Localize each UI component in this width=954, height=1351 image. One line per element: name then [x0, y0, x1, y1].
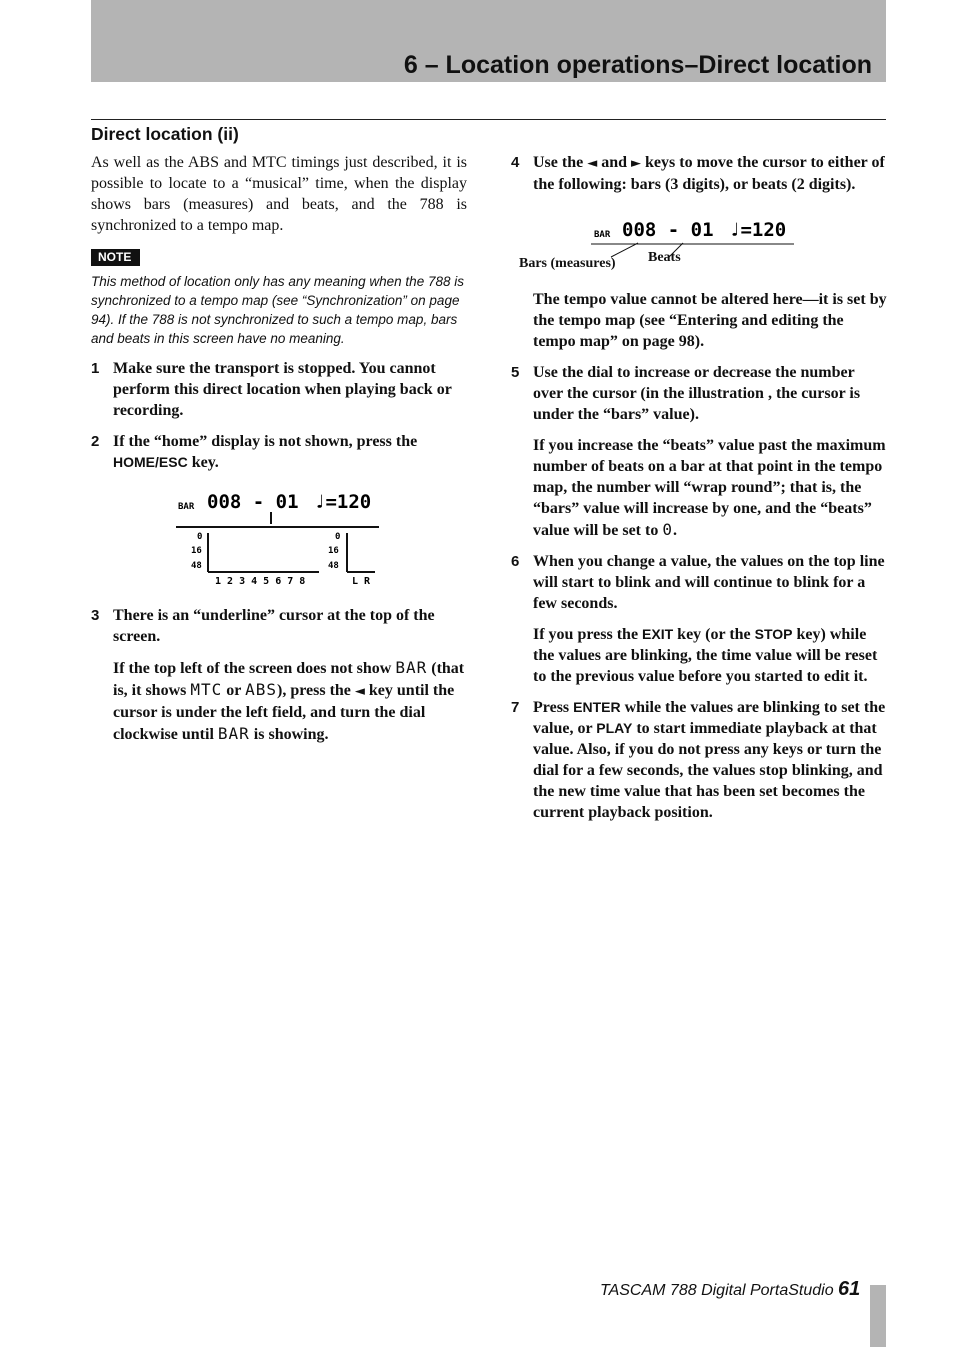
right-arrow-icon: ► — [631, 156, 642, 171]
note-badge: NOTE — [91, 249, 140, 266]
intro-paragraph: As well as the ABS and MTC timings just described, it is possible to locate to a “musical” time, when the display shows bars (measures) and beats, and the 788 is synchronized to a tempo map. — [91, 154, 467, 234]
step-4 — [511, 152, 887, 195]
step-6 — [511, 551, 887, 614]
lcd-time: 008 - 01 — [622, 219, 714, 241]
step-7 — [511, 697, 887, 823]
left-column — [91, 152, 467, 745]
footer-title: TASCAM 788 Digital PortaStudio — [600, 1282, 834, 1299]
text: (that is, it shows — [113, 660, 465, 699]
step-4-detail: The tempo value cannot be altered here—it is set by the tempo map (see “Entering and editing the tempo map” on page 98). — [533, 291, 887, 350]
left-arrow-icon: ◄ — [587, 156, 598, 171]
step-number: 2 — [91, 433, 100, 450]
bars-label: Bars (measures) — [519, 256, 616, 271]
step-number: 1 — [91, 360, 100, 377]
page-title: 6 – Location operations–Direct location — [403, 51, 872, 79]
text: while the values are blinking to set the value, or — [533, 699, 886, 737]
scale-right-48: 48 — [328, 561, 339, 571]
text: . — [672, 522, 677, 539]
text: key until the cursor is under the left field, and turn the dial clockwise until — [113, 682, 455, 743]
left-arrow-icon: ◄ — [354, 684, 365, 699]
text: keys to move the cursor to either of the following: bars (3 digits), or beats (2 digits). — [533, 154, 885, 193]
channel-labels: 1 2 3 4 5 6 7 8 — [215, 576, 306, 587]
step-3-detail — [91, 657, 467, 745]
lcd-bar-label: BAR — [395, 658, 428, 677]
text: If you press the — [533, 626, 643, 643]
step-3 — [91, 605, 467, 647]
section-title: Direct location (ii) — [91, 124, 239, 144]
scale-left-48: 48 — [191, 561, 202, 571]
step-text: When you change a value, the values on the top line will start to blink and will continue to blink for a few seconds. — [533, 553, 885, 612]
page-number: 61 — [838, 1278, 861, 1300]
step-text: Use the dial to increase or decrease the number over the cursor (in the illustration , the cursor is under the “bars” value). — [533, 364, 861, 423]
scale-left-16: 16 — [191, 546, 202, 556]
step-number: 3 — [91, 607, 100, 624]
step-number: 4 — [511, 154, 520, 171]
step-number: 6 — [511, 553, 520, 570]
stop-key: STOP — [754, 626, 793, 642]
cursor-fields-diagram — [511, 195, 887, 273]
text: key) while the values are blinking, the time value will be reset to the previous value before you started to edit it. — [533, 626, 878, 685]
step-text: key. — [187, 454, 219, 471]
lcd-tempo: ♩=120 — [729, 219, 787, 241]
footer — [600, 1278, 860, 1301]
header-bar — [91, 0, 886, 82]
text: to start immediate playback at that value. Also, if you do not press any keys or turn the dial for a few seconds, the values stop blinking, and the new time value that has been set becomes the current playback position. — [533, 720, 883, 821]
lcd-mode: BAR — [594, 230, 611, 240]
step-2 — [91, 431, 467, 473]
step-number: 5 — [511, 364, 520, 381]
lcd-mtc-label: MTC — [190, 680, 223, 699]
step-text: There is an “underline” cursor at the top of the screen. — [113, 607, 435, 645]
step-6-detail — [511, 624, 887, 687]
home-display-diagram — [91, 479, 467, 591]
beats-label: Beats — [648, 250, 681, 265]
step-number: 7 — [511, 699, 520, 716]
home-esc-key: HOME/ESC — [113, 454, 188, 470]
lcd-bar-label: BAR — [217, 724, 250, 743]
scale-right-0: 0 — [335, 532, 341, 542]
text: is showing. — [249, 726, 329, 743]
text: and — [597, 154, 632, 171]
scale-left-0: 0 — [197, 532, 203, 542]
text: Press — [533, 699, 574, 716]
header-rule — [91, 119, 886, 120]
step-5-detail — [511, 435, 887, 541]
enter-key: ENTER — [573, 699, 621, 715]
lcd-mode: BAR — [178, 502, 195, 512]
page-tab — [870, 1285, 886, 1347]
lcd-tempo: ♩=120 — [314, 491, 372, 513]
step-text: If the “home” display is not shown, press the — [113, 433, 418, 450]
step-text: Make sure the transport is stopped. You cannot perform this direct location when playing back or recording. — [113, 360, 452, 419]
step-5 — [511, 362, 887, 425]
right-column — [511, 152, 887, 823]
text: Use the — [533, 154, 588, 171]
lcd-time: 008 - 01 — [207, 491, 299, 513]
scale-right-16: 16 — [328, 546, 339, 556]
step-1 — [91, 358, 467, 421]
lcd-abs-label: ABS — [245, 680, 277, 699]
text: If you increase the “beats” value past the maximum number of beats on a bar at that point in the tempo map, the number will “wrap round”; that is, the “bars” value will increase by one, and the “beats” value will be set to — [533, 437, 886, 539]
exit-key: EXIT — [642, 626, 674, 642]
stereo-labels: L R — [352, 576, 371, 587]
text: ), press the — [276, 682, 355, 699]
text: or — [222, 682, 246, 699]
text: key (or the — [673, 626, 755, 643]
lcd-zero: 0 — [662, 520, 673, 539]
note-text: This method of location only has any meaning when the 788 is synchronized to a tempo map (see “Synchronization” on page 94). If the 788 is not synchronized to such a tempo map, bars and beats in this screen have no meaning. — [91, 274, 464, 346]
text: If the top left of the screen does not show — [113, 660, 396, 677]
play-key: PLAY — [596, 720, 633, 736]
